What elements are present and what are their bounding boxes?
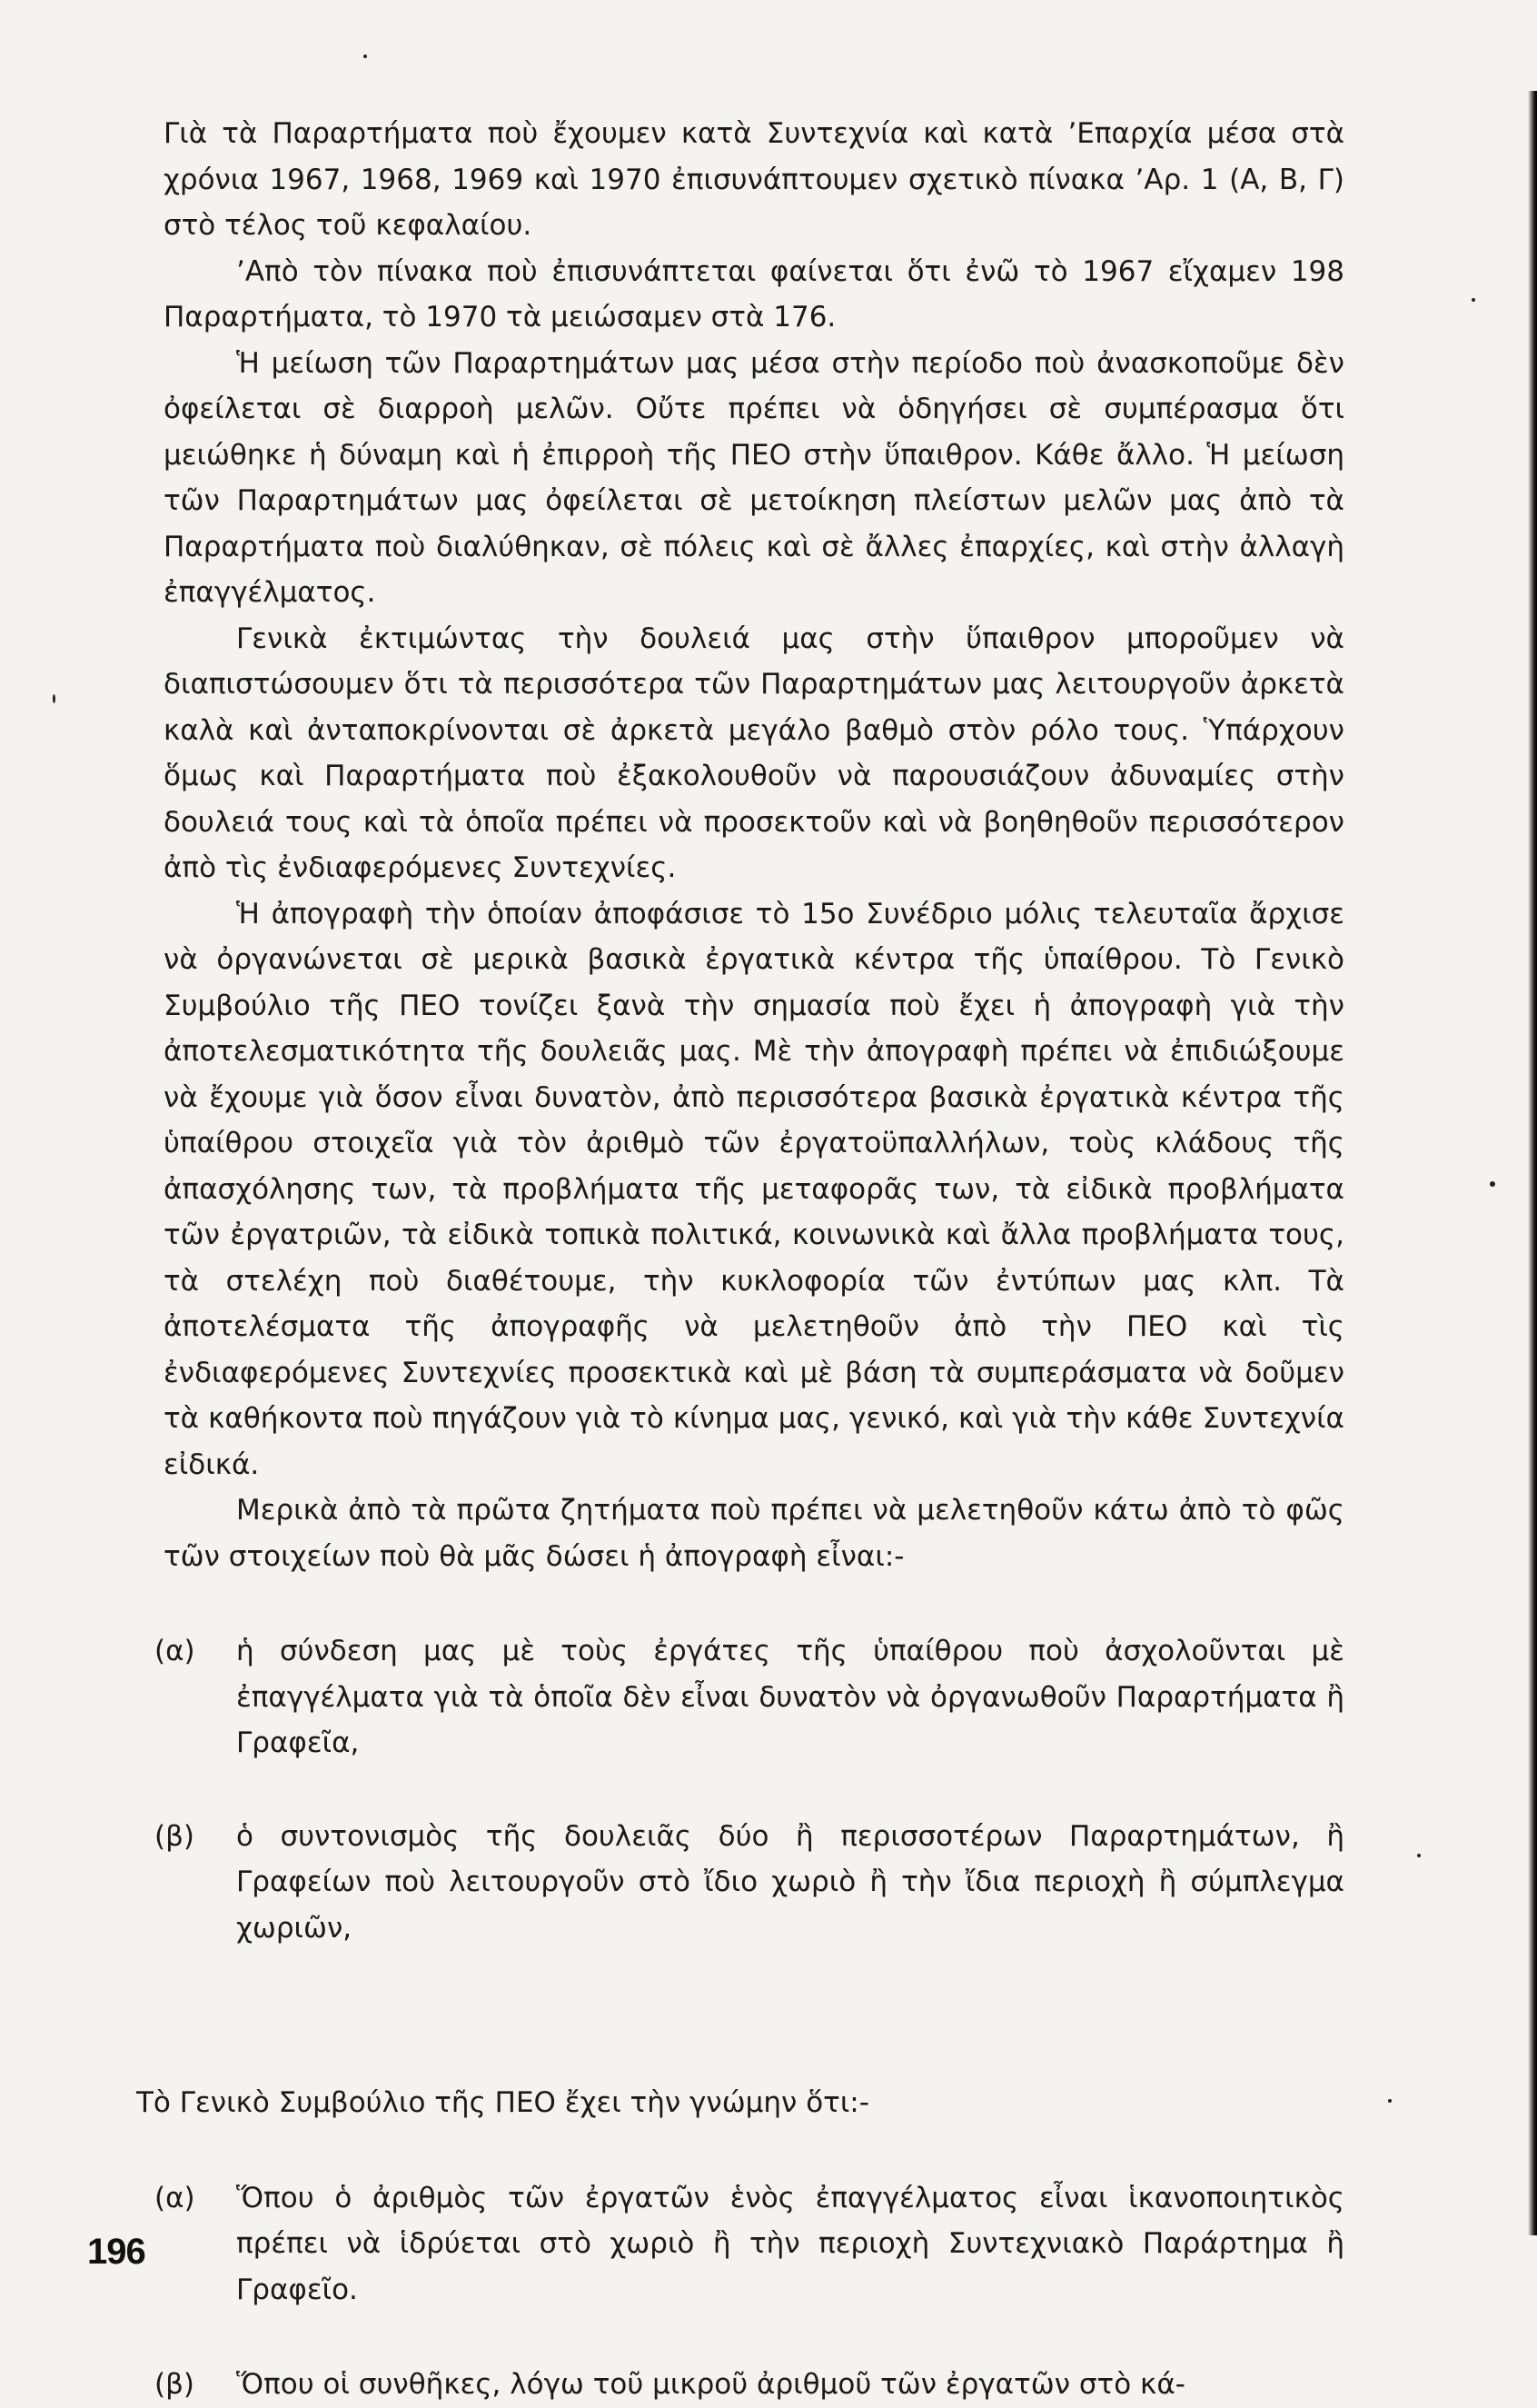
list-item	[154, 1814, 1344, 1952]
scan-speck	[1388, 2099, 1392, 2103]
list-marker: (α)	[154, 2181, 195, 2214]
paragraph-6: Μερικὰ ἀπὸ τὰ πρῶτα ζητήματα ποὺ πρέπει νὰ μελετηθοῦν κάτω ἀπὸ τὸ φῶς τῶν στοιχείων ποὺ θὰ μᾶς δώσει ἡ ἀπογραφὴ εἶναι:-	[164, 1494, 1344, 1573]
list-item-text: ἡ σύνδεση μας μὲ τοὺς ἐργάτες τῆς ὑπαίθρου ποὺ ἀσχολοῦνται μὲ ἐπαγγέλματα γιὰ τὰ ὁποῖα δὲν εἶναι δυνατὸν νὰ ὀργανωθοῦν Παραρτήματα ἢ Γραφεῖα,	[236, 1635, 1344, 1759]
binding-shadow	[1528, 91, 1537, 2235]
list-item	[154, 1628, 1344, 1766]
list-marker: (β)	[154, 2368, 194, 2401]
scan-speck	[363, 55, 367, 58]
list-marker: (α)	[154, 1635, 195, 1667]
paragraph-1: Γιὰ τὰ Παραρτήματα ποὺ ἔχουμεν κατὰ Συντεχνία καὶ κατὰ ʼΕπαρχία μέσα στὰ χρόνια 1967, 1968, 1969 καὶ 1970 ἐπισυνάπτουμεν σχετικὸ πίνακα ʼΑρ. 1 (Α, Β, Γ) στὸ τέλος τοῦ κεφαλαίου.	[164, 117, 1344, 242]
census-issues-list	[154, 1628, 1344, 1951]
list-item	[154, 2175, 1344, 2313]
list-marker: (β)	[154, 1819, 194, 1853]
scan-speck	[53, 694, 55, 703]
list-item-text: ὁ συντονισμὸς τῆς δουλειᾶς δύο ἢ περισσοτέρων Παραρτημάτων, ἢ Γραφείων ποὺ λειτουργοῦν στὸ ἴδιο χωριὸ ἢ τὴν ἴδια περιοχὴ ἢ σύμπλεγμα χωριῶν,	[236, 1819, 1344, 1945]
list-item-text: Ὅπου ὁ ἀριθμὸς τῶν ἐργατῶν ἑνὸς ἐπαγγέλματος εἶναι ἱκανοποιητικὸς πρέπει νὰ ἱδρύεται στὸ χωριὸ ἢ τὴν περιοχὴ Συντεχνιακὸ Παράρτημα ἢ Γραφεῖο.	[236, 2181, 1344, 2306]
page-body	[136, 111, 1344, 2408]
paragraph-5: Ἡ ἀπογραφὴ τὴν ὁποίαν ἀποφάσισε τὸ 15ο Συνέδριο μόλις τελευταῖα ἄρχισε νὰ ὀργανώνεται σὲ μερικὰ βασικὰ ἐργατικὰ κέντρα τῆς ὑπαίθρου. Τὸ Γενικὸ Συμβούλιο τῆς ΠΕΟ τονίζει ξανὰ τὴν σημασία ποὺ ἔχει ἡ ἀπογραφὴ γιὰ τὴν ἀποτελεσματικότητα τῆς δουλειᾶς μας. Μὲ τὴν ἀπογραφὴ πρέπει νὰ ἐπιδιώξουμε νὰ ἔχουμε γιὰ ὅσον εἶναι δυνατὸν, ἀπὸ περισσότερα βασικὰ ἐργατικὰ κέντρα τῆς ὑπαίθρου στοιχεῖα γιὰ τὸν ἀριθμὸ τῶν ἐργατοϋπαλλήλων, τοὺς κλάδους τῆς ἀπασχόλησης των, τὰ προβλήματα τῆς μεταφορᾶς των, τὰ εἰδικὰ προβλήματα τῶν ἐργατριῶν, τὰ εἰδικὰ τοπικὰ πολιτικά, κοινωνικὰ καὶ ἄλλα προβλήματα τους, τὰ στελέχη ποὺ διαθέτουμε, τὴν κυκλοφορία τῶν ἐντύπων μας κλπ. Τὰ ἀποτελέσματα τῆς ἀπογραφῆς νὰ μελετηθοῦν ἀπὸ τὴν ΠΕΟ καὶ τὶς ἐνδιαφερόμενες Συντεχνίες προσεκτικὰ καὶ μὲ βάση τὰ συμπεράσματα νὰ δοῦμεν τὰ καθήκοντα ποὺ πηγάζουν γιὰ τὸ κίνημα μας, γενικό, καὶ γιὰ τὴν κάθε Συντεχνία εἰδικά.	[164, 897, 1344, 1481]
council-statement: Τὸ Γενικὸ Συμβούλιο τῆς ΠΕΟ ἔχει τὴν γνώμην ὅτι:-	[136, 2086, 869, 2119]
scan-speck	[1472, 298, 1475, 302]
list-item	[154, 2362, 1344, 2408]
paragraph-2: ʼΑπὸ τὸν πίνακα ποὺ ἐπισυνάπτεται φαίνεται ὅτι ἐνῶ τὸ 1967 εἴχαμεν 198 Παραρτήματα, τὸ 1970 τὰ μειώσαμεν στὰ 176.	[164, 254, 1344, 333]
paragraph-3: Ἡ μείωση τῶν Παραρτημάτων μας μέσα στὴν περίοδο ποὺ ἀνασκοποῦμε δὲν ὀφείλεται σὲ διαρροὴ μελῶν. Οὔτε πρέπει νὰ ὁδηγήσει σὲ συμπέρασμα ὅτι μειώθηκε ἡ δύναμη καὶ ἡ ἐπιρροὴ τῆς ΠΕΟ στὴν ὕπαιθρον. Κάθε ἄλλο. Ἡ μείωση τῶν Παραρτημάτων μας ὀφείλεται σὲ μετοίκηση πλείστων μελῶν μας ἀπὸ τὰ Παραρτήματα ποὺ διαλύθηκαν, σὲ πόλεις καὶ σὲ ἄλλες ἐπαρχίες, καὶ στὴν ἀλλαγὴ ἐπαγγέλματος.	[164, 346, 1344, 609]
paragraph-4: Γενικὰ ἐκτιμώντας τὴν δουλειά μας στὴν ὕπαιθρον μποροῦμεν νὰ διαπιστώσουμεν ὅτι τὰ περισσότερα τῶν Παραρτημάτων μας λειτουργοῦν ἀρκετὰ καλὰ καὶ ἀνταποκρίνονται σὲ ἀρκετὰ μεγάλο βαθμὸ στὸν ρόλο τους. Ὑπάρχουν ὅμως καὶ Παραρτήματα ποὺ ἐξακολουθοῦν νὰ παρουσιάζουν ἀδυναμίες στὴν δουλειά τους καὶ τὰ ὁποῖα πρέπει νὰ προσεκτοῦν καὶ νὰ βοηθηθοῦν περισσότερον ἀπὸ τὶς ἐνδιαφερόμενες Συντεχνίες.	[164, 622, 1344, 884]
page-number: 196	[87, 2232, 145, 2272]
council-opinion-list	[154, 2175, 1344, 2408]
scan-speck	[1490, 1181, 1495, 1187]
scan-speck	[1417, 1854, 1421, 1857]
list-item-text: Ὅπου οἱ συνθῆκες, λόγω τοῦ μικροῦ ἀριθμοῦ τῶν ἐργατῶν στὸ κά-	[236, 2368, 1185, 2401]
